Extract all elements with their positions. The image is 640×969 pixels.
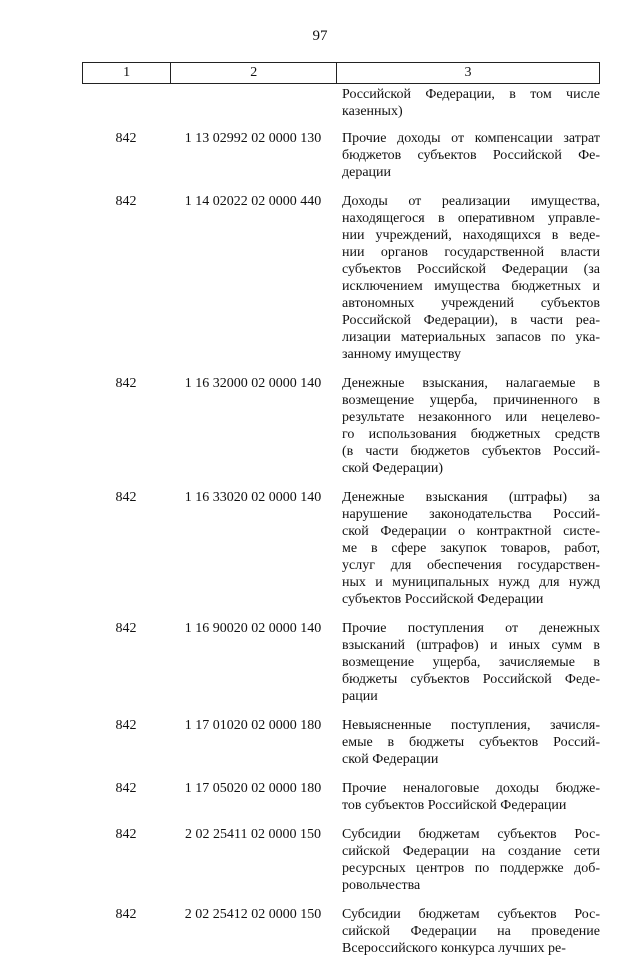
- text-line: Субсидии бюджетам субъектов Рос-: [342, 907, 600, 922]
- admin-code: 842: [115, 376, 137, 391]
- text-line: казенных): [342, 104, 403, 119]
- text-line: ровольчества: [342, 878, 421, 893]
- admin-code: 842: [115, 827, 137, 842]
- budget-code: 1 16 32000 02 0000 140: [184, 376, 322, 391]
- text-line: Прочие неналоговые доходы бюдже-: [342, 781, 600, 796]
- text-line: тов субъектов Российской Федерации: [342, 798, 567, 813]
- text-line: бюджетов субъектов Российской Фе-: [342, 148, 600, 163]
- text-line: емые в бюджеты субъектов Россий-: [342, 735, 600, 750]
- text-line: ме в сфере закупок товаров, работ,: [342, 541, 600, 556]
- text-line: Денежные взыскания, налагаемые в: [342, 376, 600, 391]
- income-name: [342, 375, 600, 477]
- text-line: лизации материальных запасов по ука-: [342, 330, 600, 345]
- text-line: дерации: [342, 165, 392, 180]
- text-line: Денежные взыскания (штрафы) за: [342, 490, 600, 505]
- text-line: субъектов Российской Федерации (за: [342, 262, 600, 277]
- text-line: Российской Федерации), в части реа-: [342, 313, 600, 328]
- income-name: [342, 906, 600, 957]
- table-row: [82, 717, 600, 768]
- admin-code: 842: [115, 490, 137, 505]
- budget-code: 1 17 05020 02 0000 180: [184, 781, 322, 796]
- text-line: нарушение законодательства Россий-: [342, 507, 600, 522]
- text-line: (в части бюджетов субъектов Россий-: [342, 444, 600, 459]
- text-line: возмещение ущерба, причиненного в: [342, 393, 600, 408]
- income-name: [342, 620, 600, 705]
- table-header: [82, 62, 600, 84]
- text-line: занному имуществу: [342, 347, 461, 362]
- admin-code: 842: [115, 131, 137, 146]
- text-line: Прочие поступления от денежных: [342, 621, 600, 636]
- text-line: ской Федерации): [342, 461, 444, 476]
- text-line: находящегося в оперативном управле-: [342, 211, 600, 226]
- budget-code: 2 02 25412 02 0000 150: [184, 907, 322, 922]
- table-row: [82, 780, 600, 814]
- table-row: [82, 375, 600, 477]
- table-row: [82, 906, 600, 957]
- text-line: Доходы от реализации имущества,: [342, 194, 600, 209]
- budget-code: 1 16 90020 02 0000 140: [184, 621, 322, 636]
- text-line: Прочие доходы от компенсации затрат: [342, 131, 600, 146]
- table-row: [82, 489, 600, 608]
- admin-code: 842: [115, 621, 137, 636]
- budget-code: 1 17 01020 02 0000 180: [184, 718, 322, 733]
- continuation-text: [342, 86, 600, 120]
- income-name: [342, 193, 600, 363]
- income-name: [342, 826, 600, 894]
- budget-code: 1 16 33020 02 0000 140: [184, 490, 322, 505]
- text-line: исключением имущества бюджетных и: [342, 279, 600, 294]
- table-row: [82, 826, 600, 894]
- text-line: взысканий (штрафов) и иных сумм в: [342, 638, 600, 653]
- column-header-3: 3: [337, 63, 600, 84]
- column-header-2: 2: [171, 63, 337, 84]
- admin-code: 842: [115, 781, 137, 796]
- continuation-row: [82, 86, 600, 120]
- text-line: сийской Федерации на создание сети: [342, 844, 600, 859]
- text-line: Российской Федерации, в том числе: [342, 87, 600, 102]
- text-line: Субсидии бюджетам субъектов Рос-: [342, 827, 600, 842]
- table-row: [82, 193, 600, 363]
- text-line: возмещение ущерба, зачисляемые в: [342, 655, 600, 670]
- income-name: [342, 717, 600, 768]
- budget-code: 2 02 25411 02 0000 150: [185, 827, 321, 842]
- text-line: ской Федерации: [342, 752, 439, 767]
- income-name: [342, 780, 600, 814]
- text-line: автономных учреждений субъектов: [342, 296, 600, 311]
- text-line: Невыясненные поступления, зачисля-: [342, 718, 600, 733]
- admin-code: 842: [115, 718, 137, 733]
- text-line: ресурсных центров по поддержке доб-: [342, 861, 600, 876]
- table-body: [82, 86, 600, 969]
- text-line: субъектов Российской Федерации: [342, 592, 544, 607]
- text-line: сийской Федерации на проведение: [342, 924, 600, 939]
- text-line: бюджеты субъектов Российской Феде-: [342, 672, 600, 687]
- budget-code: 1 13 02992 02 0000 130: [184, 131, 322, 146]
- table-row: [82, 620, 600, 705]
- text-line: рации: [342, 689, 378, 704]
- column-header-1: 1: [83, 63, 171, 84]
- text-line: ных и муниципальных нужд для нужд: [342, 575, 600, 590]
- admin-code: 842: [115, 194, 137, 209]
- text-line: го использования бюджетных средств: [342, 427, 600, 442]
- text-line: результате незаконного или нецелево-: [342, 410, 600, 425]
- text-line: ской Федерации о контрактной систе-: [342, 524, 600, 539]
- text-line: услуг для обеспечения государствен-: [342, 558, 600, 573]
- income-name: [342, 130, 600, 181]
- admin-code: 842: [115, 907, 137, 922]
- page-number: 97: [312, 28, 328, 44]
- budget-code: 1 14 02022 02 0000 440: [184, 194, 322, 209]
- income-name: [342, 489, 600, 608]
- text-line: нии органов государственной власти: [342, 245, 600, 260]
- table-row: [82, 130, 600, 181]
- text-line: нии учреждений, находящихся в веде-: [342, 228, 600, 243]
- text-line: Всероссийского конкурса лучших ре-: [342, 941, 566, 956]
